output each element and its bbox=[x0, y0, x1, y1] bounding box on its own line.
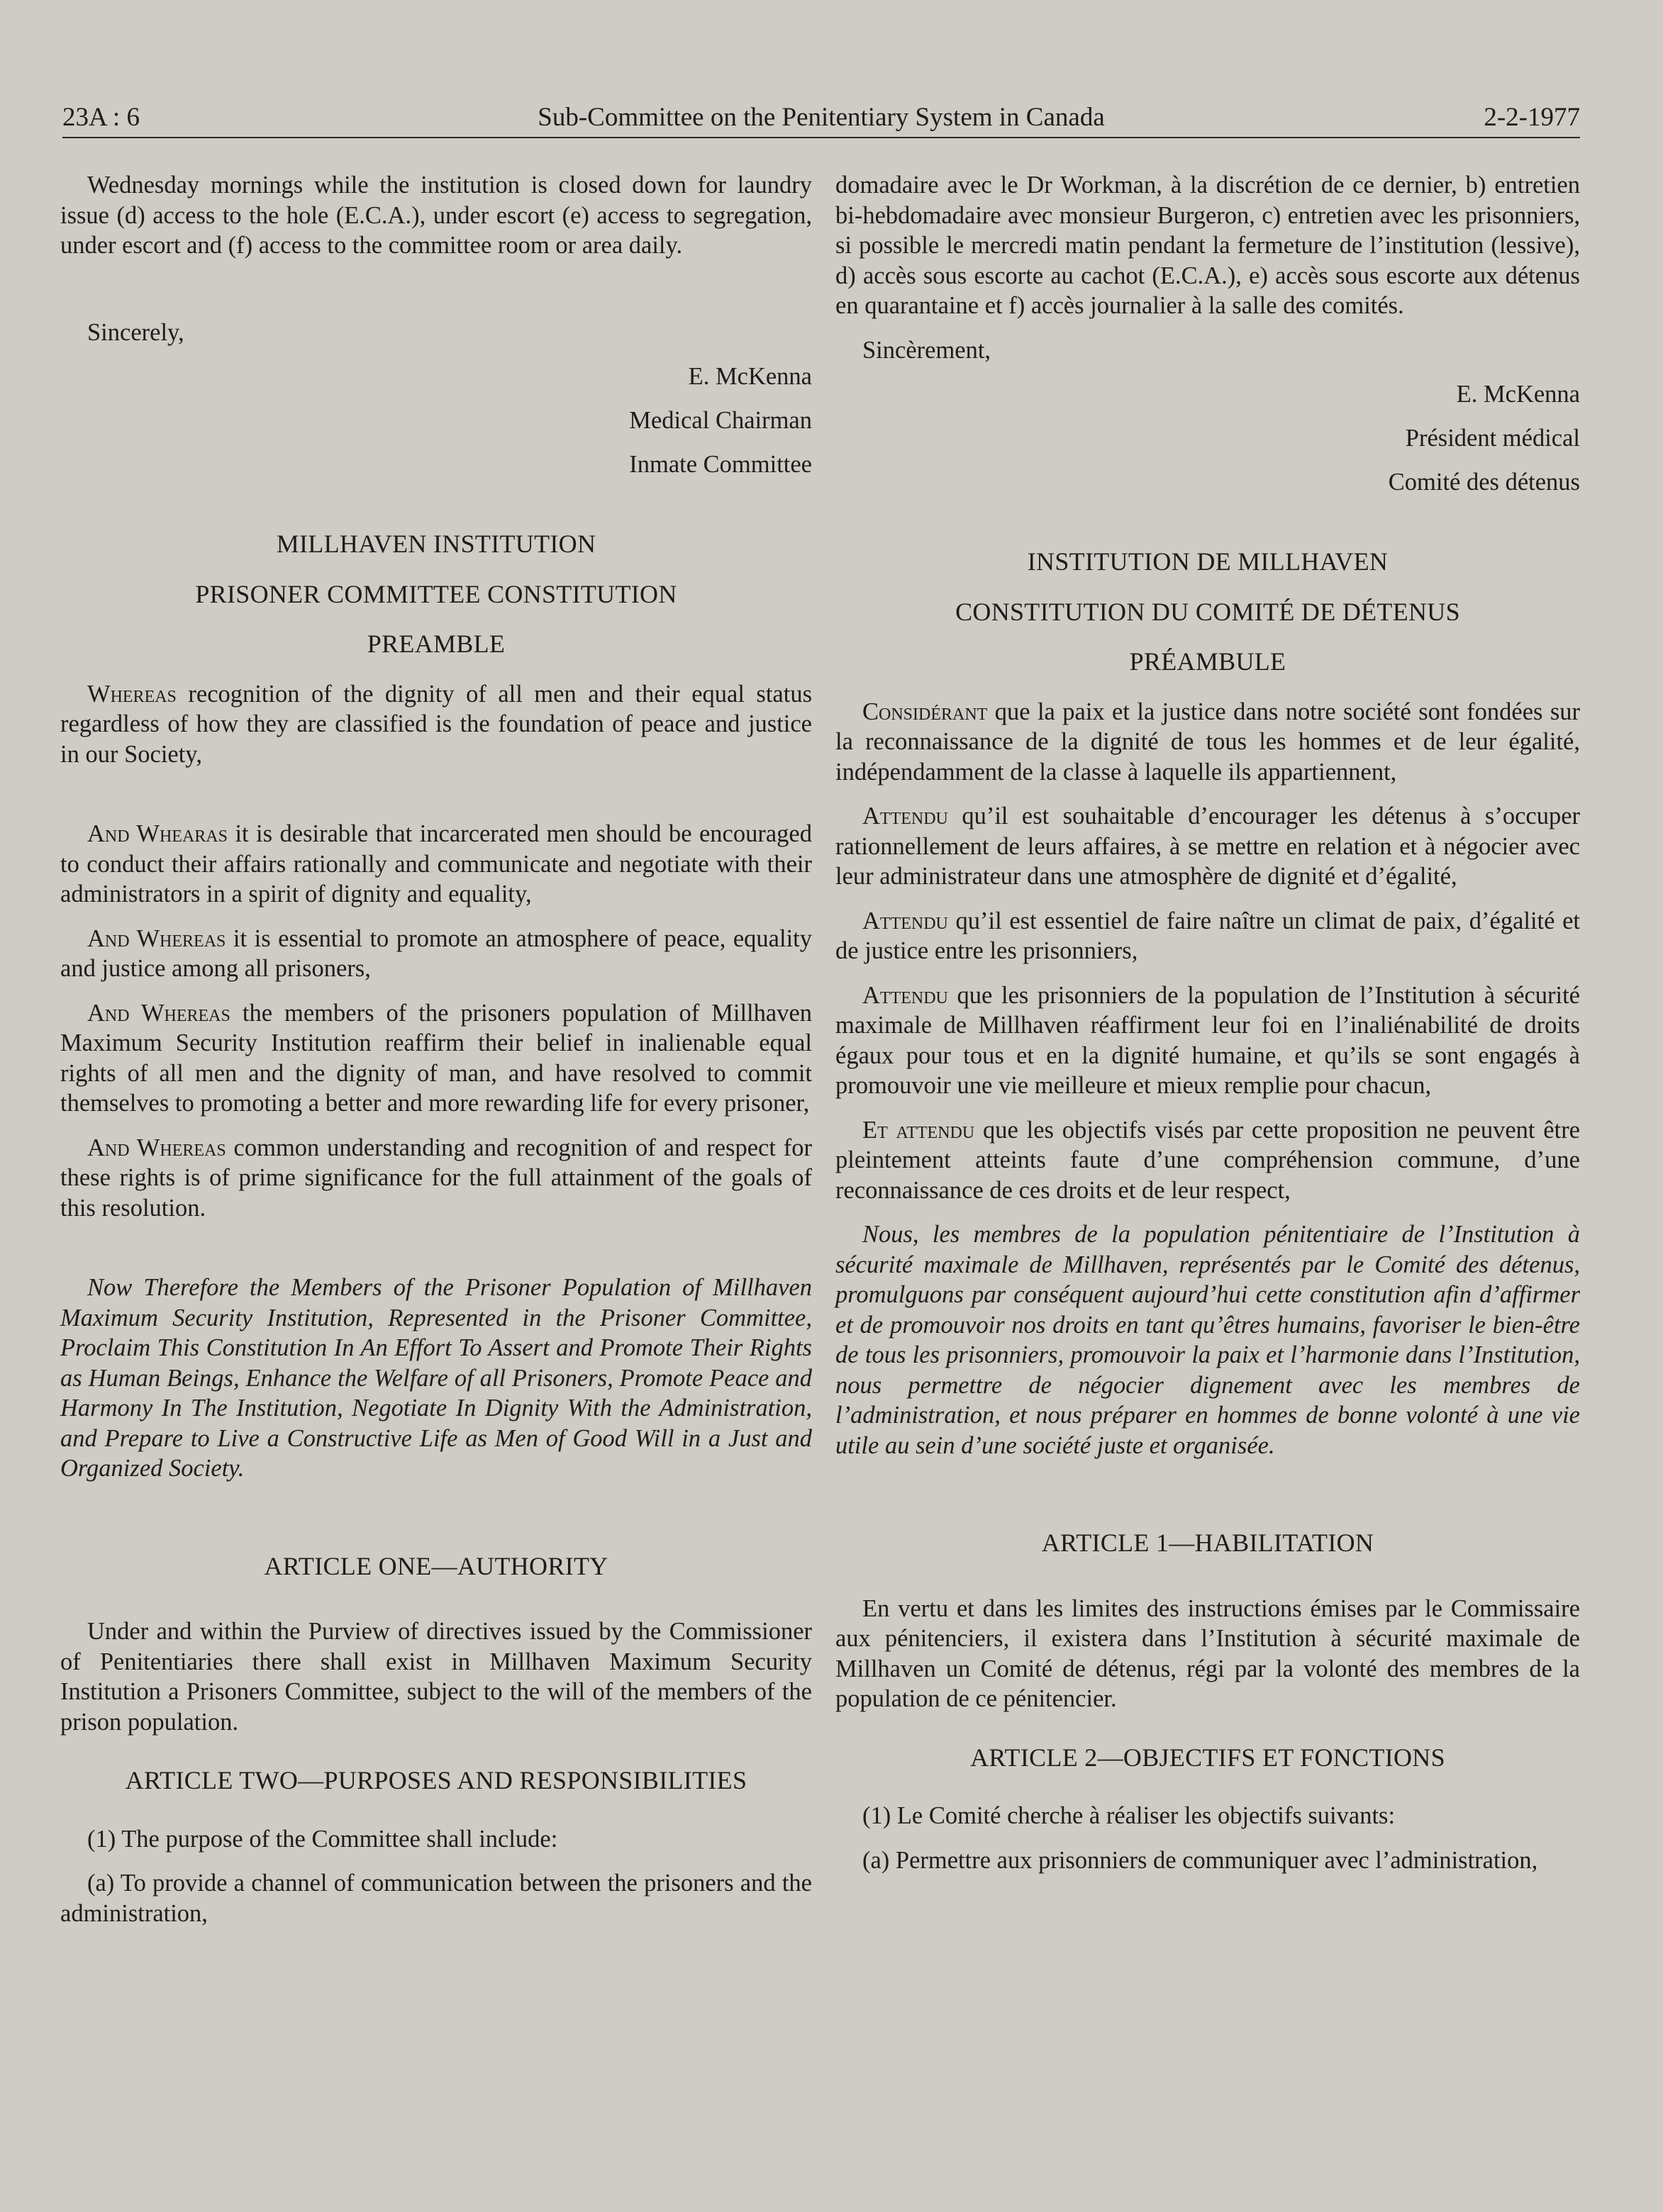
signature-org: Comité des détenus bbox=[1388, 469, 1580, 496]
heading-article-two: ARTICLE 2—OBJECTIFS ET FONCTIONS bbox=[970, 1743, 1445, 1772]
clause-text: the members of the prisoners population of Millhaven Maximum Security Institution reaffirm their belief in inalienable equal rights of all men and the dignity of man, and have resolved to commit themselves to promoting a better and more rewarding life for every prisoner, bbox=[60, 999, 813, 1117]
header-date: 2-2-1977 bbox=[1484, 103, 1580, 132]
attendu-clause-3 bbox=[835, 906, 1580, 966]
heading-article-two: ARTICLE TWO—PURPOSES AND RESPONSIBILITIES bbox=[125, 1766, 747, 1794]
signature-title: Président médical bbox=[1405, 425, 1580, 452]
clause-text: qu’il est essentiel de faire naître un climat de paix, d’égalité et de justice entre les prisonniers, bbox=[835, 907, 1580, 964]
heading-institution: INSTITUTION DE MILLHAVEN bbox=[1027, 547, 1389, 576]
clause-lead: And Whereas bbox=[87, 999, 230, 1027]
english-column bbox=[60, 170, 812, 1943]
heading-article-one: ARTICLE 1—HABILITATION bbox=[1041, 1529, 1374, 1557]
purpose-intro: (1) The purpose of the Committee shall include: bbox=[87, 1825, 558, 1853]
clause-text: it is essential to promote an atmosphere of peace, equality and justice among all prisoners, bbox=[60, 925, 812, 982]
whereas-clause-4 bbox=[60, 998, 812, 1119]
header-rule bbox=[62, 137, 1580, 138]
signature-title: Medical Chairman bbox=[629, 407, 812, 434]
clause-text: que les objectifs visés par cette proposition ne peuvent être pleintement atteints faute d’une compréhension commune, d’une reconnaissance de ces droits et de leur respect, bbox=[835, 1116, 1580, 1204]
whereas-clause-5 bbox=[60, 1133, 812, 1224]
clause-lead: And Whereas bbox=[87, 1134, 226, 1161]
attendu-clause-5 bbox=[835, 1115, 1580, 1206]
clause-lead: Attendu bbox=[862, 803, 948, 830]
proclamation: Now Therefore the Members of the Prisoner Population of Millhaven Maximum Security Institution, Represented in the Prisoner Committee, Proclaim This Constitution In An Effort To Assert and Promote Their Rights as Human Beings, Enhance the Welfare of all Prisoners, Promote Peace and Harmony In The Institution, Negotiate In Dignity With the Administration, and Prepare to Live a Constructive Life as Men of Good Will in a Just and Organized Society. bbox=[60, 1274, 812, 1482]
article-one-text: En vertu et dans les limites des instructions émises par le Commissaire aux pénitenciers, il existera dans l’Institution à sécurité maximale de Millhaven un Comité de détenus, régi par la volonté des membres de la population de ce pénitencier. bbox=[835, 1594, 1580, 1712]
french-column bbox=[835, 170, 1580, 1889]
considerant-clause-1 bbox=[835, 697, 1580, 788]
clause-text: common understanding and recognition of and respect for these rights is of prime significance for the full attainment of the goals of this resolution. bbox=[60, 1134, 813, 1222]
running-title: Sub-Committee on the Penitentiary System in Canada bbox=[538, 103, 1105, 132]
whereas-clause-2 bbox=[60, 819, 812, 910]
heading-constitution: CONSTITUTION DU COMITÉ DE DÉTENUS bbox=[955, 597, 1460, 626]
clause-text: que la paix et la justice dans notre société sont fondées sur la reconnaissance de la dignité de tous les hommes et de leur égalité, indépendamment de la classe à laquelle ils appartiennent, bbox=[835, 698, 1580, 786]
clause-text: recognition of the dignity of all men and their equal status regardless of how they are classified is the foundation of peace and justice in our Society, bbox=[60, 680, 812, 768]
signature-name: E. McKenna bbox=[1456, 381, 1580, 408]
clause-lead: Whereas bbox=[87, 680, 177, 708]
letter-closing-paragraph: domadaire avec le Dr Workman, à la discrétion de ce dernier, b) entretien bi-hebdomadaire avec monsieur Burgeron, c) entretien avec les prisonniers, si possible le mercredi matin pendant la fermeture de l’institution (lessive), d) accès sous escorte au cachot (E.C.A.), e) accès sous escorte aux détenus en quarantaine et f) accès journalier à la salle des comités. bbox=[835, 172, 1580, 319]
purpose-item-a: (a) To provide a channel of communication between the prisoners and the administration, bbox=[60, 1870, 812, 1927]
attendu-clause-2 bbox=[835, 801, 1580, 892]
signature-org: Inmate Committee bbox=[629, 451, 812, 478]
heading-preamble: PREAMBLE bbox=[367, 630, 506, 658]
clause-lead: Considérant bbox=[862, 698, 988, 725]
clause-lead: Attendu bbox=[862, 907, 948, 934]
page-number: 23A : 6 bbox=[62, 103, 140, 132]
clause-lead: Et attendu bbox=[862, 1116, 975, 1144]
heading-preamble: PRÉAMBULE bbox=[1129, 647, 1286, 676]
heading-institution: MILLHAVEN INSTITUTION bbox=[276, 530, 596, 558]
heading-article-one: ARTICLE ONE—AUTHORITY bbox=[264, 1551, 608, 1580]
whereas-clause-3 bbox=[60, 924, 812, 984]
clause-text: it is desirable that incarcerated men should be encouraged to conduct their affairs rationally and communicate and negotiate with their administrators in a spirit of dignity and equality, bbox=[60, 820, 812, 907]
purpose-intro: (1) Le Comité cherche à réaliser les objectifs suivants: bbox=[862, 1802, 1396, 1829]
proclamation: Nous, les membres de la population pénitentiaire de l’Institution à sécurité maximale de Millhaven, représentés par le Comité des détenus, promulguons par conséquent aujourd’hui cette constitution afin d’affirmer et de promouvoir nos droits en tant qu’êtres humains, favoriser le bien-être de tous les prisonniers, promouvoir la paix et l’harmonie dans l’Institution, nous permettre de négocier dignement avec les membres de l’administration, et nous préparer en hommes de bonne volonté à une vie utile au sein d’une société juste et organisée. bbox=[835, 1221, 1580, 1459]
sincerely-line: Sincerely, bbox=[87, 318, 184, 346]
clause-text: qu’il est souhaitable d’encourager les détenus à s’occuper rationnellement de leurs affaires, à se mettre en relation et à négocier avec leur administrateur dans une atmosphère de dignité et d’égalité, bbox=[835, 803, 1580, 890]
attendu-clause-4 bbox=[835, 981, 1580, 1101]
heading-constitution: PRISONER COMMITTEE CONSTITUTION bbox=[195, 579, 677, 608]
clause-lead: And Whearas bbox=[87, 820, 228, 847]
letter-closing-paragraph: Wednesday mornings while the institution is closed down for laundry issue (d) access to the hole (E.C.A.), under escort (e) access to segregation, under escort and (f) access to the committee room or area daily. bbox=[60, 172, 812, 259]
purpose-item-a: (a) Permettre aux prisonniers de communiquer avec l’administration, bbox=[862, 1846, 1538, 1874]
whereas-clause-1 bbox=[60, 679, 812, 770]
clause-lead: Attendu bbox=[862, 981, 948, 1009]
clause-lead: And Whereas bbox=[87, 925, 226, 952]
page-header bbox=[62, 96, 1580, 139]
signature-name: E. McKenna bbox=[688, 363, 812, 390]
clause-text: que les prisonniers de la population de l’Institution à sécurité maximale de Millhaven réaffirment leur foi en l’inaliénabilité de droits égaux pour tous et en la dignité humaine, et qu’ils se sont engagés à promouvoir une vie meilleure et mieux remplie pour chacun, bbox=[835, 981, 1580, 1099]
sincerely-line: Sincèrement, bbox=[862, 336, 991, 364]
article-one-text: Under and within the Purview of directives issued by the Commissioner of Penitentiaries there shall exist in Millhaven Maximum Security Institution a Prisoners Committee, subject to the will of the members of the prison population. bbox=[60, 1618, 812, 1736]
